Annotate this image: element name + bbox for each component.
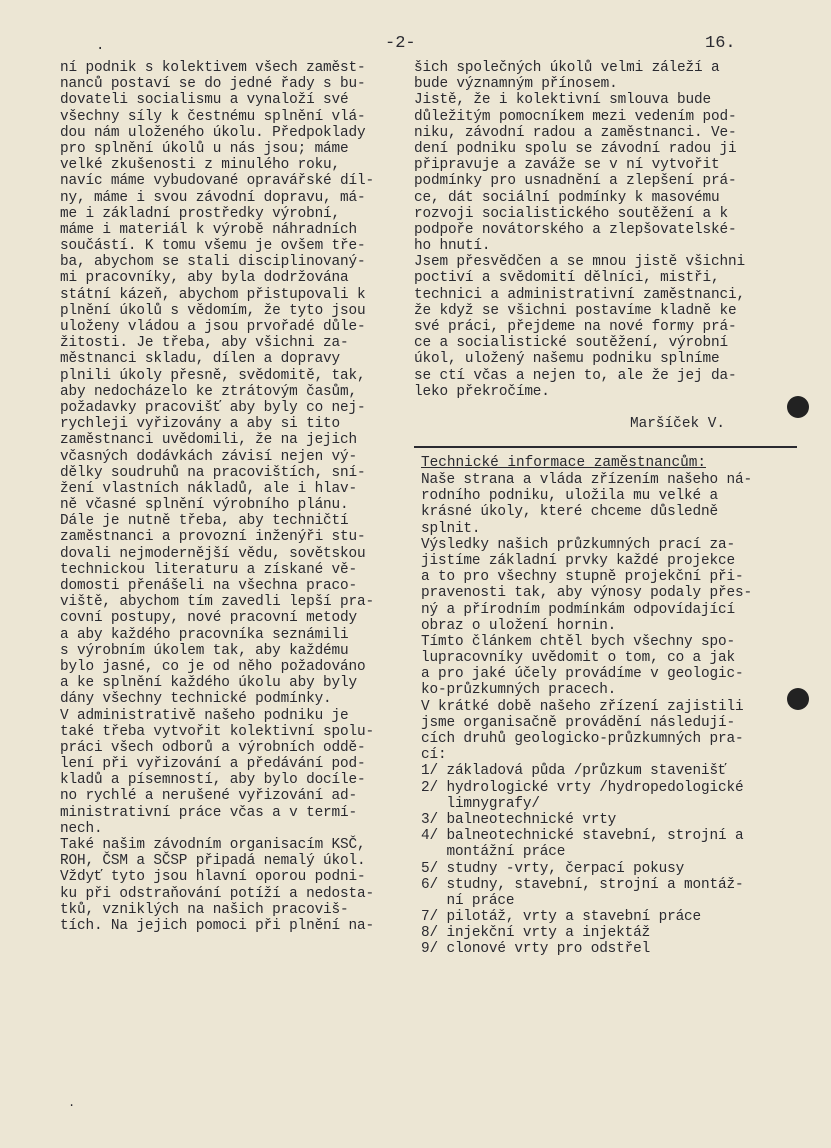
- text-line: navíc máme vybudované opravářské díl-: [60, 173, 374, 190]
- text-line: 6/ studny, stavební, strojní a montáž-: [421, 876, 744, 893]
- text-line: jsme organisačně provádění následují-: [421, 714, 735, 731]
- text-line: V krátké době našeho zřízení zajistili: [421, 698, 744, 715]
- text-line: pro splnění úkolů u nás jsou; máme: [60, 140, 349, 157]
- text-line: no rychlé a nerušené vyřizování ad-: [60, 788, 358, 805]
- text-line: plnili úkoly přesně, svědomitě, tak,: [60, 367, 366, 384]
- text-line: ROH, ČSM a SČSP připadá nemalý úkol.: [60, 853, 366, 870]
- text-line: viště, abychom tím zavedli lepší pra-: [60, 594, 374, 611]
- text-line: žitosti. Je třeba, aby všichni za-: [60, 335, 349, 352]
- text-line: městnanci skladu, dílen a dopravy: [60, 351, 341, 368]
- text-line: nanců postaví se do jedné řady s bu-: [60, 76, 366, 93]
- text-line: Tímto článkem chtěl bych všechny spo-: [421, 633, 735, 650]
- text-line: rozvoji socialistického soutěžení a k: [414, 205, 728, 222]
- text-line: ní podnik s kolektivem všech zaměst-: [60, 60, 366, 76]
- text-line: covní postupy, nové pracovní metody: [60, 610, 358, 627]
- text-line: bylo jasné, co je od něho požadováno: [60, 658, 366, 675]
- text-line: se ctí včas a nejen to, ale že jej da-: [414, 367, 737, 384]
- text-line: pravenosti tak, aby výnosy podaly přes-: [421, 585, 752, 602]
- text-line: tích. Na jejich pomoci při plnění na-: [60, 917, 374, 934]
- header-dot: .: [96, 38, 105, 54]
- text-line: ho hnutí.: [414, 238, 491, 255]
- text-line: dělky soudruhů na pracovištích, sní-: [60, 464, 366, 481]
- text-line: poctiví a svědomití dělníci, mistři,: [414, 270, 720, 287]
- text-line: že když se všichni postavíme kladně ke: [414, 302, 737, 319]
- text-line: domosti přenášeli na všechna praco-: [60, 578, 358, 594]
- text-line: včasných dodávkách závisí nejen vý-: [60, 448, 358, 465]
- text-line: cích druhů geologicko-průzkumných pra-: [421, 731, 744, 747]
- text-line: dány všechny technické podmínky.: [60, 691, 332, 708]
- text-line: Výsledky našich průzkumných prací za-: [421, 536, 735, 553]
- text-line: cí:: [421, 747, 447, 764]
- text-line: podpoře novátorského a zlepšovatelské-: [414, 221, 737, 238]
- text-line: 1/ základová půda /průzkum stavenišť: [421, 763, 727, 780]
- page-number: -2-: [385, 34, 416, 53]
- text-line: ku při odstraňování potíží a nedosta-: [60, 885, 374, 902]
- text-line: Jsem přesvědčen a se mnou jistě všichni: [414, 254, 745, 271]
- text-line: ce, dát sociální podmínky k masovému: [414, 189, 720, 206]
- text-line: a ke splnění každého úkolu aby byly: [60, 675, 358, 692]
- text-line: 8/ injekční vrty a injektáž: [421, 925, 651, 942]
- text-line: Také našim závodním organisacím KSČ,: [60, 837, 366, 853]
- text-line: Vždyť tyto jsou hlavní oporou podni-: [60, 869, 366, 886]
- text-line: V administrativě našeho podniku je: [60, 707, 349, 724]
- text-line: rodního podniku, uložila mu velké a: [421, 488, 719, 505]
- punch-hole: [787, 396, 809, 418]
- text-line: 5/ studny -vrty, čerpací pokusy: [421, 860, 685, 877]
- text-line: požadavky pracovišť aby byly co nej-: [60, 399, 366, 416]
- text-line: všechny síly k čestnému splnění vlá-: [60, 108, 366, 125]
- text-line: leko překročíme.: [414, 383, 550, 400]
- text-line: niku, závodní radou a zaměstnanci. Ve-: [414, 124, 737, 141]
- text-line: lení při vyřizování a předávání pod-: [60, 756, 366, 773]
- text-line: připravuje a zaváže se v ní vytvořit: [414, 157, 720, 174]
- text-line: velké zkušenosti z minulého roku,: [60, 157, 341, 174]
- text-line: mi pracovníky, aby byla dodržována: [60, 270, 349, 287]
- text-line: Jistě, že i kolektivní smlouva bude: [414, 92, 712, 109]
- text-line: 9/ clonové vrty pro odstřel: [421, 941, 651, 958]
- text-line: technici a administrativní zaměstnanci,: [414, 286, 745, 303]
- text-line: limnygrafy/: [421, 795, 540, 812]
- right-column-technical: [421, 472, 816, 958]
- text-line: 4/ balneotechnické stavební, strojní a: [421, 828, 744, 845]
- left-column: [60, 60, 405, 934]
- text-line: Naše strana a vláda zřízením našeho ná-: [421, 472, 752, 488]
- text-line: bude významným přínosem.: [414, 76, 618, 93]
- text-line: ko-průzkumných pracech.: [421, 682, 617, 699]
- text-line: technickou literaturu a získané vě-: [60, 561, 358, 578]
- text-line: aby nedocházelo ke ztrátovým časům,: [60, 383, 358, 400]
- punch-hole: [787, 688, 809, 710]
- text-line: Dále je nutně třeba, aby techničtí: [60, 513, 349, 530]
- text-line: montážní práce: [421, 844, 566, 861]
- text-line: dovali nejmodernější vědu, sovětskou: [60, 545, 366, 562]
- text-line: součástí. K tomu všemu je ovšem tře-: [60, 238, 366, 255]
- text-line: a pro jaké účely provádíme v geologic-: [421, 666, 744, 683]
- text-line: ba, abychom se stali disciplinovaný-: [60, 254, 366, 271]
- text-line: své práci, přejdeme na nové formy prá-: [414, 319, 737, 335]
- text-line: státní kázeň, abychom přistupovali k: [60, 286, 366, 303]
- text-line: kladů a písemností, aby bylo docíle-: [60, 772, 366, 789]
- text-line: plnění úkolů s vědomím, že tyto jsou: [60, 302, 366, 319]
- footer-mark: .: [68, 1096, 76, 1110]
- text-line: me i základní prostředky výrobní,: [60, 205, 341, 222]
- text-line: zaměstnanci a provozní inženýři stu-: [60, 529, 366, 546]
- section-divider: [414, 446, 797, 448]
- issue-number: 16.: [705, 34, 736, 53]
- text-line: také třeba vytvořit kolektivní spolu-: [60, 723, 374, 740]
- text-line: práci všech odborů a výrobních oddě-: [60, 739, 366, 756]
- text-line: důležitým pomocníkem mezi vedením pod-: [414, 108, 737, 125]
- signature: Maršíček V.: [630, 416, 725, 432]
- text-line: obraz o uložení hornin.: [421, 617, 617, 634]
- text-line: ný a přírodním podmínkám odpovídající: [421, 601, 735, 618]
- text-line: podmínky pro usnadnění a zlepšení prá-: [414, 173, 737, 190]
- text-line: 3/ balneotechnické vrty: [421, 811, 617, 828]
- text-line: úkol, uložený našemu podniku splníme: [414, 351, 720, 368]
- text-line: dení podniku spolu se závodní radou ji: [414, 140, 737, 157]
- text-line: splnit.: [421, 520, 481, 537]
- text-line: ministrativní práce včas a v termí-: [60, 804, 358, 821]
- text-line: tků, vzniklých na našich pracoviš-: [60, 901, 349, 918]
- text-line: ní práce: [421, 892, 515, 909]
- text-line: žení vlastních nákladů, ale i hlav-: [60, 480, 358, 497]
- text-line: ce a socialistické soutěžení, výrobní: [414, 335, 728, 352]
- section-heading: Technické informace zaměstnancům:: [421, 455, 706, 471]
- text-line: jistíme základní prvky každé projekce: [421, 552, 735, 569]
- text-line: a aby každého pracovníka seznámili: [60, 626, 349, 643]
- text-line: máme i materiál k výrobě náhradních: [60, 221, 358, 238]
- text-line: zaměstnanci uvědomili, že na jejich: [60, 432, 358, 449]
- text-line: rychleji vyřizovány a aby si tito: [60, 416, 341, 433]
- text-line: dovateli socialismu a vynaloží své: [60, 92, 349, 109]
- text-line: 2/ hydrologické vrty /hydropedologické: [421, 779, 744, 796]
- text-line: uloženy vládou a jsou prvořadé důle-: [60, 319, 366, 335]
- right-column-article: [414, 60, 809, 400]
- text-line: krásné úkoly, které chceme důsledně: [421, 504, 719, 521]
- text-line: a to pro všechny stupně projekční při-: [421, 569, 744, 586]
- text-line: nech.: [60, 820, 103, 837]
- text-line: s výrobním úkolem tak, aby každému: [60, 642, 349, 659]
- text-line: 7/ pilotáž, vrty a stavební práce: [421, 909, 702, 926]
- text-line: lupracovníky uvědomit o tom, co a jak: [421, 650, 735, 667]
- text-line: ně včasné splnění výrobního plánu.: [60, 497, 349, 514]
- text-line: ny, máme i svou závodní dopravu, má-: [60, 189, 366, 206]
- text-line: šich společných úkolů velmi záleží a: [414, 60, 720, 76]
- text-line: dou nám uloženého úkolu. Předpoklady: [60, 124, 366, 141]
